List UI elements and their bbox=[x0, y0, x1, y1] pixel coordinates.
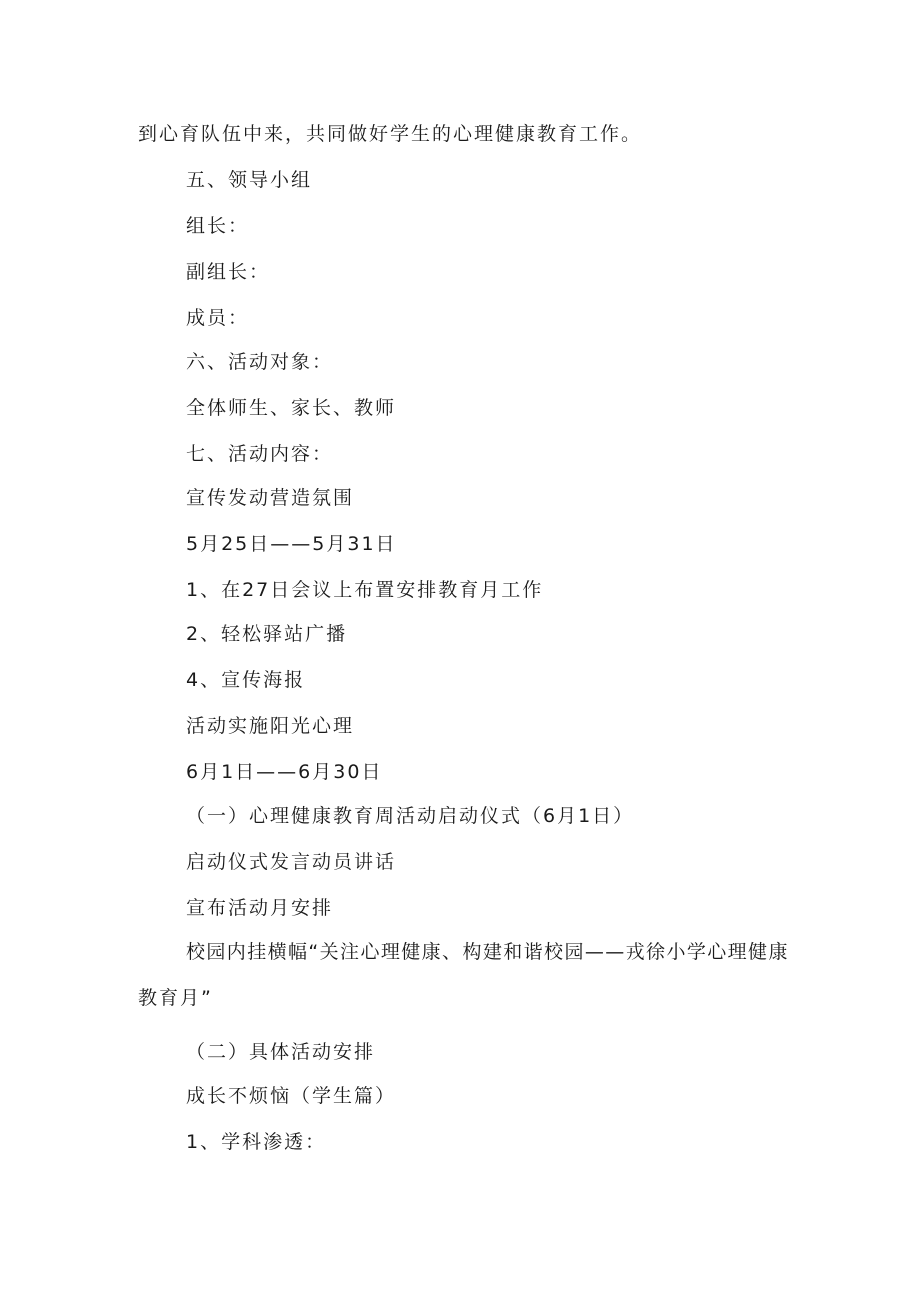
banner-text-continuation: 教育月” bbox=[138, 987, 213, 1009]
section-heading-audience: 六、活动对象： bbox=[186, 351, 334, 373]
list-item: 2、轻松驿站广播 bbox=[186, 623, 348, 645]
paragraph-line: 宣布活动月安排 bbox=[186, 897, 334, 919]
phase-date-range: 5月25日——5月31日 bbox=[186, 533, 397, 555]
banner-text-line: 校园内挂横幅“关注心理健康、构建和谐校园——戎徐小学心理健康 bbox=[186, 941, 789, 963]
members-label: 成员： bbox=[186, 307, 250, 329]
subsection-heading-launch: （一）心理健康教育周活动启动仪式（6月1日） bbox=[186, 805, 635, 827]
phase-title-publicity: 宣传发动营造氛围 bbox=[186, 487, 355, 509]
list-item: 4、宣传海报 bbox=[186, 669, 306, 691]
paragraph-continuation: 到心育队伍中来，共同做好学生的心理健康教育工作。 bbox=[138, 123, 643, 145]
section-heading-content: 七、活动内容： bbox=[186, 443, 334, 465]
phase-title-implementation: 活动实施阳光心理 bbox=[186, 715, 355, 737]
paragraph-line: 启动仪式发言动员讲话 bbox=[186, 851, 397, 873]
section-heading-leadership: 五、领导小组 bbox=[186, 169, 313, 191]
audience-text: 全体师生、家长、教师 bbox=[186, 397, 397, 419]
phase-date-range: 6月1日——6月30日 bbox=[186, 761, 383, 783]
list-item: 1、学科渗透： bbox=[186, 1131, 327, 1153]
paragraph-line: 成长不烦恼（学生篇） bbox=[186, 1085, 397, 1107]
subsection-heading-activities: （二）具体活动安排 bbox=[186, 1041, 376, 1063]
leader-label: 组长： bbox=[186, 215, 250, 237]
list-item: 1、在27日会议上布置安排教育月工作 bbox=[186, 579, 544, 601]
deputy-leader-label: 副组长： bbox=[186, 261, 271, 283]
